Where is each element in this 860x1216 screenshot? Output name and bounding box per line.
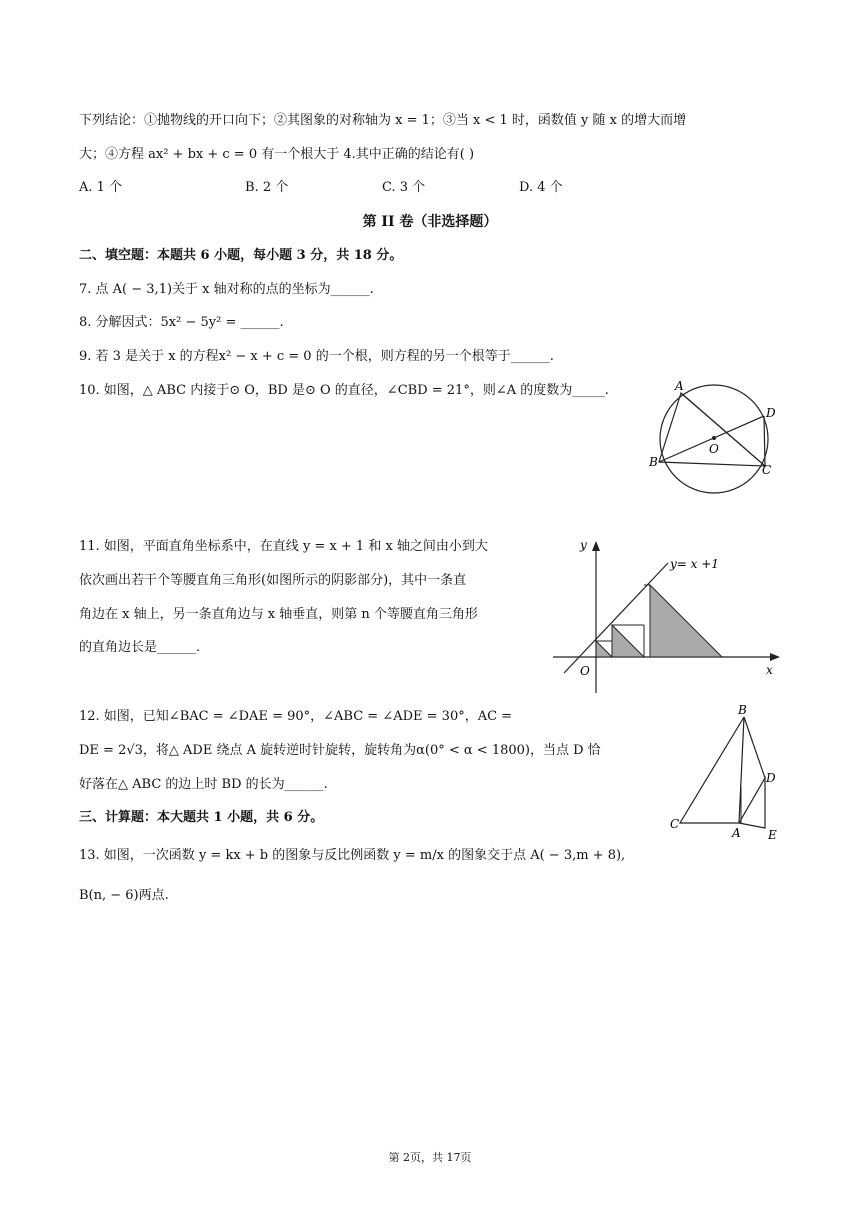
q6-option-b: B. 2 个 <box>245 180 289 195</box>
origin-label: O <box>580 664 590 678</box>
x-axis-arrow <box>770 653 780 661</box>
label-o: O <box>709 442 719 456</box>
q12-triangle-figure <box>668 700 788 850</box>
line-label: y= x +1 <box>670 557 719 571</box>
label-b: B <box>738 703 747 717</box>
q11-graph-figure <box>550 535 790 695</box>
triangle-2 <box>612 625 644 657</box>
q6-option-a: A. 1 个 <box>79 180 123 195</box>
q10-circle-figure <box>645 375 785 505</box>
section-2-title: 第 II 卷（非选择题） <box>362 214 498 230</box>
y-axis-label: y <box>580 538 587 552</box>
q6-option-d: D. 4 个 <box>519 180 563 195</box>
q12-line-2: DE = 2√3，将△ ADE 绕点 A 旋转逆时针旋转，旋转角为α(0° < α < 1800)，当点 D 恰 <box>79 743 601 758</box>
label-a: A <box>675 379 684 393</box>
q12-line-1: 12. 如图，已知∠BAC = ∠DAE = 90°，∠ABC = ∠ADE = 30°，AC = <box>79 709 513 724</box>
triangle-3 <box>650 585 722 657</box>
label-e: E <box>768 828 777 842</box>
calculation-section-header: 三、计算题：本大题共 1 小题，共 6 分。 <box>79 810 324 825</box>
q11-line-4: 的直角边长是______. <box>79 640 201 655</box>
x-axis-label: x <box>766 663 773 677</box>
q11-line-3: 角边在 x 轴上，另一条直角边与 x 轴垂直，则第 n 个等腰直角三角形 <box>79 607 478 622</box>
segment-ac <box>681 393 765 466</box>
triangle-abc <box>680 717 744 823</box>
y-axis-arrow <box>592 541 600 551</box>
page-footer: 第 2页，共 17页 <box>388 1151 472 1164</box>
q11-line-2: 依次画出若干个等腰直角三角形(如图所示的阴影部分)，其中一条直 <box>79 573 467 588</box>
q13-line-2: B(n, − 6)两点. <box>79 888 169 903</box>
q6-line-2: 大；④方程 ax² + bx + c = 0 有一个根大于 4.其中正确的结论有( ) <box>79 147 475 162</box>
segment-bd <box>744 717 765 778</box>
q6-option-c: C. 3 个 <box>382 180 426 195</box>
question-7: 7. 点 A( − 3,1)关于 x 轴对称的点的坐标为______. <box>79 282 374 297</box>
triangle-ade <box>739 778 765 828</box>
label-c: C <box>762 463 772 477</box>
question-9: 9. 若 3 是关于 x 的方程x² − x + c = 0 的一个根，则方程的另一个根等于______. <box>79 349 554 364</box>
label-d: D <box>766 406 776 420</box>
q13-line-1: 13. 如图，一次函数 y = kx + b 的图象与反比例函数 y = m/x 的图象交于点 A( − 3,m + 8), <box>79 848 626 863</box>
label-a: A <box>732 826 741 840</box>
question-8: 8. 分解因式：5x² − 5y² = ______. <box>79 315 284 330</box>
q6-line-1: 下列结论：①抛物线的开口向下；②其图象的对称轴为 x = 1；③当 x < 1 时，函数值 y 随 x 的增大而增 <box>79 113 687 128</box>
q11-line-1: 11. 如图，平面直角坐标系中，在直线 y = x + 1 和 x 轴之间由小到大 <box>79 539 488 554</box>
label-d: D <box>766 771 776 785</box>
center-point <box>712 436 716 440</box>
label-b: B <box>649 455 658 469</box>
question-10: 10. 如图，△ ABC 内接于⊙ O，BD 是⊙ O 的直径，∠CBD = 21°，则∠A 的度数为_____. <box>79 383 609 398</box>
label-c: C <box>670 817 680 831</box>
triangle-1 <box>596 641 612 657</box>
fill-in-section-header: 二、填空题：本题共 6 小题，每小题 3 分，共 18 分。 <box>79 248 403 263</box>
q12-line-3: 好落在△ ABC 的边上时 BD 的长为______. <box>79 777 328 792</box>
